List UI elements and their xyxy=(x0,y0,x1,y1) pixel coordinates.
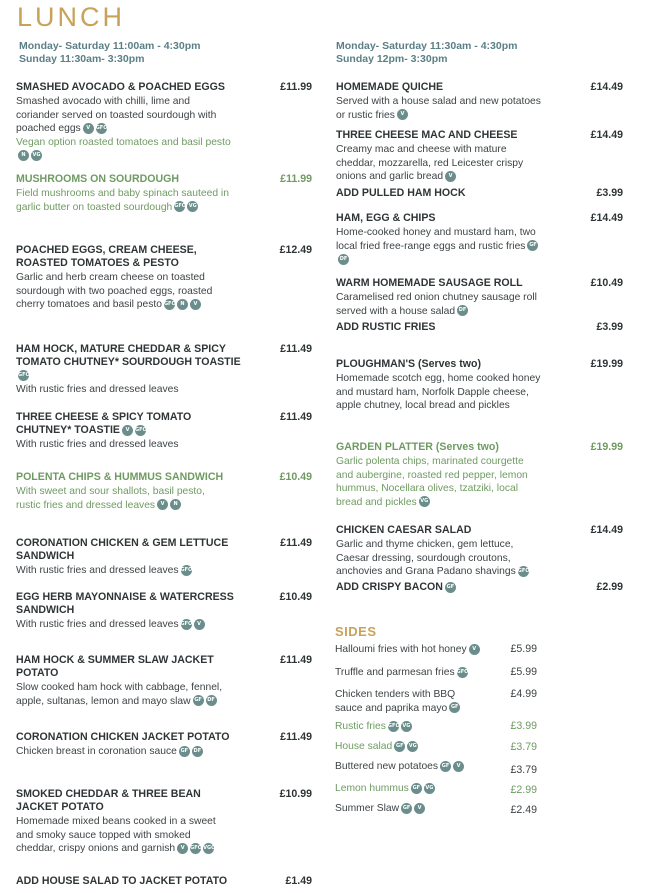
menu-item-name-text: HAM HOCK & SUMMER SLAW JACKET POTATO xyxy=(16,654,214,679)
menu-item-description xyxy=(16,564,231,578)
side-item-price: £4.99 xyxy=(510,688,537,700)
menu-item-name xyxy=(16,731,241,744)
menu-item-description-text: Homemade mixed beans cooked in a sweet and smoky sauce topped with smoked cheddar, crispy onions and garnish xyxy=(16,816,216,854)
menu-item-description-text: Caramelised red onion chutney sausage roll served with a house salad xyxy=(336,292,537,317)
side-item-name: Buttered new potatoes xyxy=(335,761,439,772)
menu-item-description-text: Chicken breast in coronation sauce xyxy=(16,746,177,757)
menu-item xyxy=(16,343,316,397)
side-item-name: Summer Slaw xyxy=(335,803,400,814)
menu-item-name-text: THREE CHEESE MAC AND CHEESE xyxy=(336,129,518,141)
menu-item-description-text: Home-cooked honey and mustard ham, two local fried free-range eggs and rustic fries xyxy=(336,227,536,252)
dietary-tag-icon: GF xyxy=(193,695,204,706)
menu-item-price: £11.49 xyxy=(280,654,312,666)
dietary-tag-icon: GFO xyxy=(518,566,529,577)
menu-item-name-text: HAM HOCK, MATURE CHEDDAR & SPICY TOMATO CHUTNEY* SOURDOUGH TOASTIE xyxy=(16,343,241,368)
side-item xyxy=(335,782,505,796)
dietary-tag-icon: N xyxy=(18,150,29,161)
menu-item-price: £14.49 xyxy=(590,129,623,141)
menu-item-name-text: CHICKEN CAESAR SALAD xyxy=(336,524,472,536)
dietary-tag-icon: VGO xyxy=(203,843,214,854)
menu-item xyxy=(16,471,316,512)
menu-item-name xyxy=(16,591,241,617)
side-item xyxy=(335,740,505,754)
menu-item-name xyxy=(16,173,241,186)
menu-item-name xyxy=(16,244,241,270)
menu-item-price: £11.99 xyxy=(280,173,312,185)
side-item-name: Lemon hummus xyxy=(335,783,409,794)
menu-item-description-text: With rustic fries and dressed leaves xyxy=(16,619,179,630)
dietary-tag-icon: V xyxy=(445,171,456,182)
hours-line: Monday- Saturday 11:30am - 4:30pm xyxy=(336,40,518,52)
menu-item-price: £14.49 xyxy=(590,81,623,93)
menu-item xyxy=(336,524,624,579)
menu-item-description xyxy=(16,187,231,214)
side-item xyxy=(335,802,505,816)
menu-item-name xyxy=(16,471,241,484)
menu-item-name-text: GARDEN PLATTER (Serves two) xyxy=(336,441,499,453)
dietary-tag-icon: GF xyxy=(527,240,538,251)
menu-item-price: £11.49 xyxy=(280,731,312,743)
menu-item-name-text: CORONATION CHICKEN JACKET POTATO xyxy=(16,731,230,743)
dietary-tag-icon: V xyxy=(397,109,408,120)
dietary-tag-icon: GFO xyxy=(388,721,399,732)
side-item xyxy=(335,688,485,715)
menu-item-name xyxy=(16,788,241,814)
menu-item-description-text: Slow cooked ham hock with cabbage, fennel, apple, sultanas, lemon and mayo slaw xyxy=(16,682,223,707)
menu-item xyxy=(16,654,316,708)
menu-item-description-text: Field mushrooms and baby spinach sauteed in garlic butter on toasted sourdough xyxy=(16,188,229,213)
menu-item xyxy=(336,187,624,200)
menu-item-description xyxy=(336,143,541,184)
menu-item-description xyxy=(336,95,541,122)
menu-item-price: £3.99 xyxy=(596,187,623,199)
dietary-tag-icon: DF xyxy=(338,254,349,265)
menu-item-description-text: With rustic fries and dressed leaves xyxy=(16,384,179,395)
side-item-price: £5.99 xyxy=(510,666,537,678)
dietary-tag-icon: GF xyxy=(449,702,460,713)
menu-item-name-text: THREE CHEESE & SPICY TOMATO CHUTNEY* TOASTIE xyxy=(16,411,192,436)
menu-item-name xyxy=(336,524,556,537)
dietary-tag-icon: GF xyxy=(401,803,412,814)
menu-item-price: £10.49 xyxy=(279,471,312,483)
menu-item-name-text: HAM, EGG & CHIPS xyxy=(336,212,436,224)
side-item-name: House salad xyxy=(335,741,393,752)
menu-item-description xyxy=(336,291,541,318)
menu-item-description-text: Smashed avocado with chilli, lime and coriander served on toasted sourdough with poached eggs xyxy=(16,96,217,134)
dietary-tag-icon: V xyxy=(177,843,188,854)
menu-item xyxy=(16,411,316,452)
dietary-tag-icon: V xyxy=(469,644,480,655)
side-item-price: £2.49 xyxy=(510,804,537,816)
dietary-tag-icon: GF xyxy=(445,582,456,593)
menu-item xyxy=(336,212,624,267)
dietary-tag-icon: GFO xyxy=(18,370,29,381)
menu-item xyxy=(16,244,316,312)
dietary-tag-icon: DF xyxy=(192,746,203,757)
dietary-tag-icon: VG xyxy=(407,741,418,752)
menu-item-name xyxy=(16,343,241,382)
menu-item xyxy=(336,129,624,184)
menu-item-name-text: SMOKED CHEDDAR & THREE BEAN JACKET POTATO xyxy=(16,788,201,813)
menu-item-price: £3.99 xyxy=(596,321,623,333)
menu-item-name xyxy=(16,875,241,888)
side-item xyxy=(335,760,505,774)
dietary-tag-icon: GFO xyxy=(181,565,192,576)
menu-item-description xyxy=(336,372,541,413)
menu-item-name-text: SMASHED AVOCADO & POACHED EGGS xyxy=(16,81,225,93)
hours-line: Monday- Saturday 11:00am - 4:30pm xyxy=(19,40,201,52)
menu-item-description xyxy=(16,485,231,512)
side-item-price: £2.99 xyxy=(510,784,537,796)
menu-item-name xyxy=(16,537,241,563)
menu-item-name xyxy=(336,129,556,142)
menu-item xyxy=(16,591,316,632)
menu-item-name-text: POACHED EGGS, CREAM CHEESE, ROASTED TOMATOES & PESTO xyxy=(16,244,197,269)
menu-item-name xyxy=(16,654,241,680)
menu-item-description xyxy=(16,438,231,452)
menu-item-name-text: ADD RUSTIC FRIES xyxy=(336,321,436,333)
menu-item-name xyxy=(336,581,556,594)
side-item-price: £3.79 xyxy=(510,741,537,753)
menu-item xyxy=(16,537,316,578)
menu-item-name xyxy=(336,212,556,225)
dietary-tag-icon: V xyxy=(453,761,464,772)
dietary-tag-icon: VG xyxy=(187,201,198,212)
menu-item-description xyxy=(16,815,231,856)
menu-item-name xyxy=(336,441,556,454)
dietary-tag-icon: VG xyxy=(419,496,430,507)
menu-item-description xyxy=(16,95,231,136)
menu-item-name-text: ADD PULLED HAM HOCK xyxy=(336,187,466,199)
menu-item-name xyxy=(336,187,556,200)
menu-item-price: £14.49 xyxy=(590,212,623,224)
menu-item xyxy=(16,875,316,888)
dietary-tag-icon: GFO xyxy=(135,425,146,436)
menu-item-vegan-option xyxy=(16,136,231,163)
side-item-price: £3.99 xyxy=(510,720,537,732)
side-item xyxy=(335,643,505,657)
menu-item-name-text: ADD HOUSE SALAD TO JACKET POTATO xyxy=(16,875,228,887)
hours-line: Sunday 11:30am- 3:30pm xyxy=(19,53,145,65)
menu-item-description-text: Creamy mac and cheese with mature cheddar, mozzarella, red Leicester crispy onions and garlic bread xyxy=(336,144,524,182)
side-item xyxy=(335,666,505,680)
left-opening-hours xyxy=(19,40,200,66)
menu-item-price: £1.49 xyxy=(285,875,312,887)
menu-item xyxy=(16,788,316,856)
dietary-tag-icon: GF xyxy=(394,741,405,752)
menu-item-price: £19.99 xyxy=(590,441,623,453)
dietary-tag-icon: GFO xyxy=(181,619,192,630)
side-item-name: Halloumi fries with hot honey xyxy=(335,644,467,655)
dietary-tag-icon: V xyxy=(190,299,201,310)
menu-item-price: £11.49 xyxy=(280,537,312,549)
menu-item-description xyxy=(336,455,541,509)
dietary-tag-icon: V xyxy=(122,425,133,436)
menu-item xyxy=(336,441,624,509)
menu-item-price: £10.49 xyxy=(590,277,623,289)
menu-item-price: £11.49 xyxy=(280,343,312,355)
menu-item-description-text: With rustic fries and dressed leaves xyxy=(16,565,179,576)
dietary-tag-icon: GF xyxy=(411,783,422,794)
dietary-tag-icon: N xyxy=(177,299,188,310)
dietary-tag-icon: V xyxy=(194,619,205,630)
side-item-name: Chicken tenders with BBQ sauce and paprika mayo xyxy=(335,689,456,714)
menu-item-price: £11.99 xyxy=(280,81,312,93)
menu-item-name xyxy=(336,81,556,94)
page-title: LUNCH xyxy=(17,2,126,32)
menu-item-name-text: POLENTA CHIPS & HUMMUS SANDWICH xyxy=(16,471,224,483)
menu-item-price: £14.49 xyxy=(590,524,623,536)
menu-item xyxy=(16,173,316,214)
menu-item xyxy=(336,358,624,413)
menu-item-price: £11.49 xyxy=(280,411,312,423)
menu-item-name xyxy=(336,277,556,290)
menu-item-description xyxy=(16,383,231,397)
menu-item-price: £10.49 xyxy=(279,591,312,603)
dietary-tag-icon: V xyxy=(83,123,94,134)
menu-item-name-text: CORONATION CHICKEN & GEM LETTUCE SANDWICH xyxy=(16,537,229,562)
menu-item-description xyxy=(16,271,231,312)
menu-item-description-text: Garlic and thyme chicken, gem lettuce, Caesar dressing, sourdough croutons, anchovies and Grana Padano shavings xyxy=(336,539,516,577)
menu-item xyxy=(336,321,624,334)
hours-line: Sunday 12pm- 3:30pm xyxy=(336,53,448,65)
side-item xyxy=(335,720,505,734)
dietary-tag-icon: VG xyxy=(401,721,412,732)
menu-item-description xyxy=(336,538,541,579)
menu-item-name xyxy=(16,411,241,437)
side-item-price: £3.79 xyxy=(510,764,537,776)
menu-item xyxy=(16,81,316,163)
vegan-option-text: Vegan option roasted tomatoes and basil pesto xyxy=(16,136,231,148)
dietary-tag-icon: GFO xyxy=(174,201,185,212)
menu-item-price: £2.99 xyxy=(596,581,623,593)
dietary-tag-icon: DF xyxy=(206,695,217,706)
menu-item-name-text: HOMEMADE QUICHE xyxy=(336,81,444,93)
menu-item xyxy=(16,731,316,759)
side-item-name: Truffle and parmesan fries xyxy=(335,667,455,678)
dietary-tag-icon: GF xyxy=(440,761,451,772)
dietary-tag-icon: VG xyxy=(31,150,42,161)
dietary-tag-icon: DF xyxy=(457,305,468,316)
menu-item-description xyxy=(16,681,231,708)
menu-item-price: £12.49 xyxy=(279,244,312,256)
dietary-tag-icon: GF xyxy=(179,746,190,757)
side-item-price: £5.99 xyxy=(510,643,537,655)
menu-item-price: £10.99 xyxy=(279,788,312,800)
menu-item-name xyxy=(16,81,241,94)
menu-item-name-text: PLOUGHMAN'S (Serves two) xyxy=(336,358,481,370)
menu-item xyxy=(336,81,624,122)
menu-item-description xyxy=(336,226,541,267)
dietary-tag-icon: GFO xyxy=(96,123,107,134)
menu-item-description-text: With rustic fries and dressed leaves xyxy=(16,439,179,450)
dietary-tag-icon: VG xyxy=(424,783,435,794)
side-item-name: Rustic fries xyxy=(335,721,386,732)
menu-item-price: £19.99 xyxy=(590,358,623,370)
menu-item-description-text: With sweet and sour shallots, basil pesto, rustic fries and dressed leaves xyxy=(16,486,205,511)
menu-item-name xyxy=(336,321,556,334)
menu-item-name-text: WARM HOMEMADE SAUSAGE ROLL xyxy=(336,277,523,289)
sides-heading: SIDES xyxy=(335,624,377,639)
menu-item xyxy=(336,277,624,318)
menu-item-name-text: MUSHROOMS ON SOURDOUGH xyxy=(16,173,180,185)
menu-item-name xyxy=(336,358,556,371)
menu-item-name-text: EGG HERB MAYONNAISE & WATERCRESS SANDWICH xyxy=(16,591,234,616)
menu-item-description-text: Garlic and herb cream cheese on toasted sourdough with two poached eggs, roasted cherry tomatoes and basil pesto xyxy=(16,272,213,310)
dietary-tag-icon: N xyxy=(170,499,181,510)
right-opening-hours xyxy=(336,40,517,66)
menu-item-description-text: Served with a house salad and new potatoes or rustic fries xyxy=(336,96,541,121)
dietary-tag-icon: V xyxy=(414,803,425,814)
menu-item-description-text: Homemade scotch egg, home cooked honey and mustard ham, Norfolk Dapple cheese, apple chutney, local bread and pickles xyxy=(336,373,541,411)
dietary-tag-icon: GFO xyxy=(164,299,175,310)
menu-item-description xyxy=(16,618,231,632)
menu-item-description-text: Garlic polenta chips, marinated courgette and aubergine, roasted red pepper, lemon hummus, Nocellara olives, tzatziki, local bread and pickles xyxy=(336,456,528,508)
menu-item xyxy=(336,581,624,594)
menu-item-description xyxy=(16,745,231,759)
dietary-tag-icon: V xyxy=(157,499,168,510)
dietary-tag-icon: GFO xyxy=(457,667,468,678)
menu-item-name-text: ADD CRISPY BACON xyxy=(336,581,443,593)
dietary-tag-icon: GFO xyxy=(190,843,201,854)
